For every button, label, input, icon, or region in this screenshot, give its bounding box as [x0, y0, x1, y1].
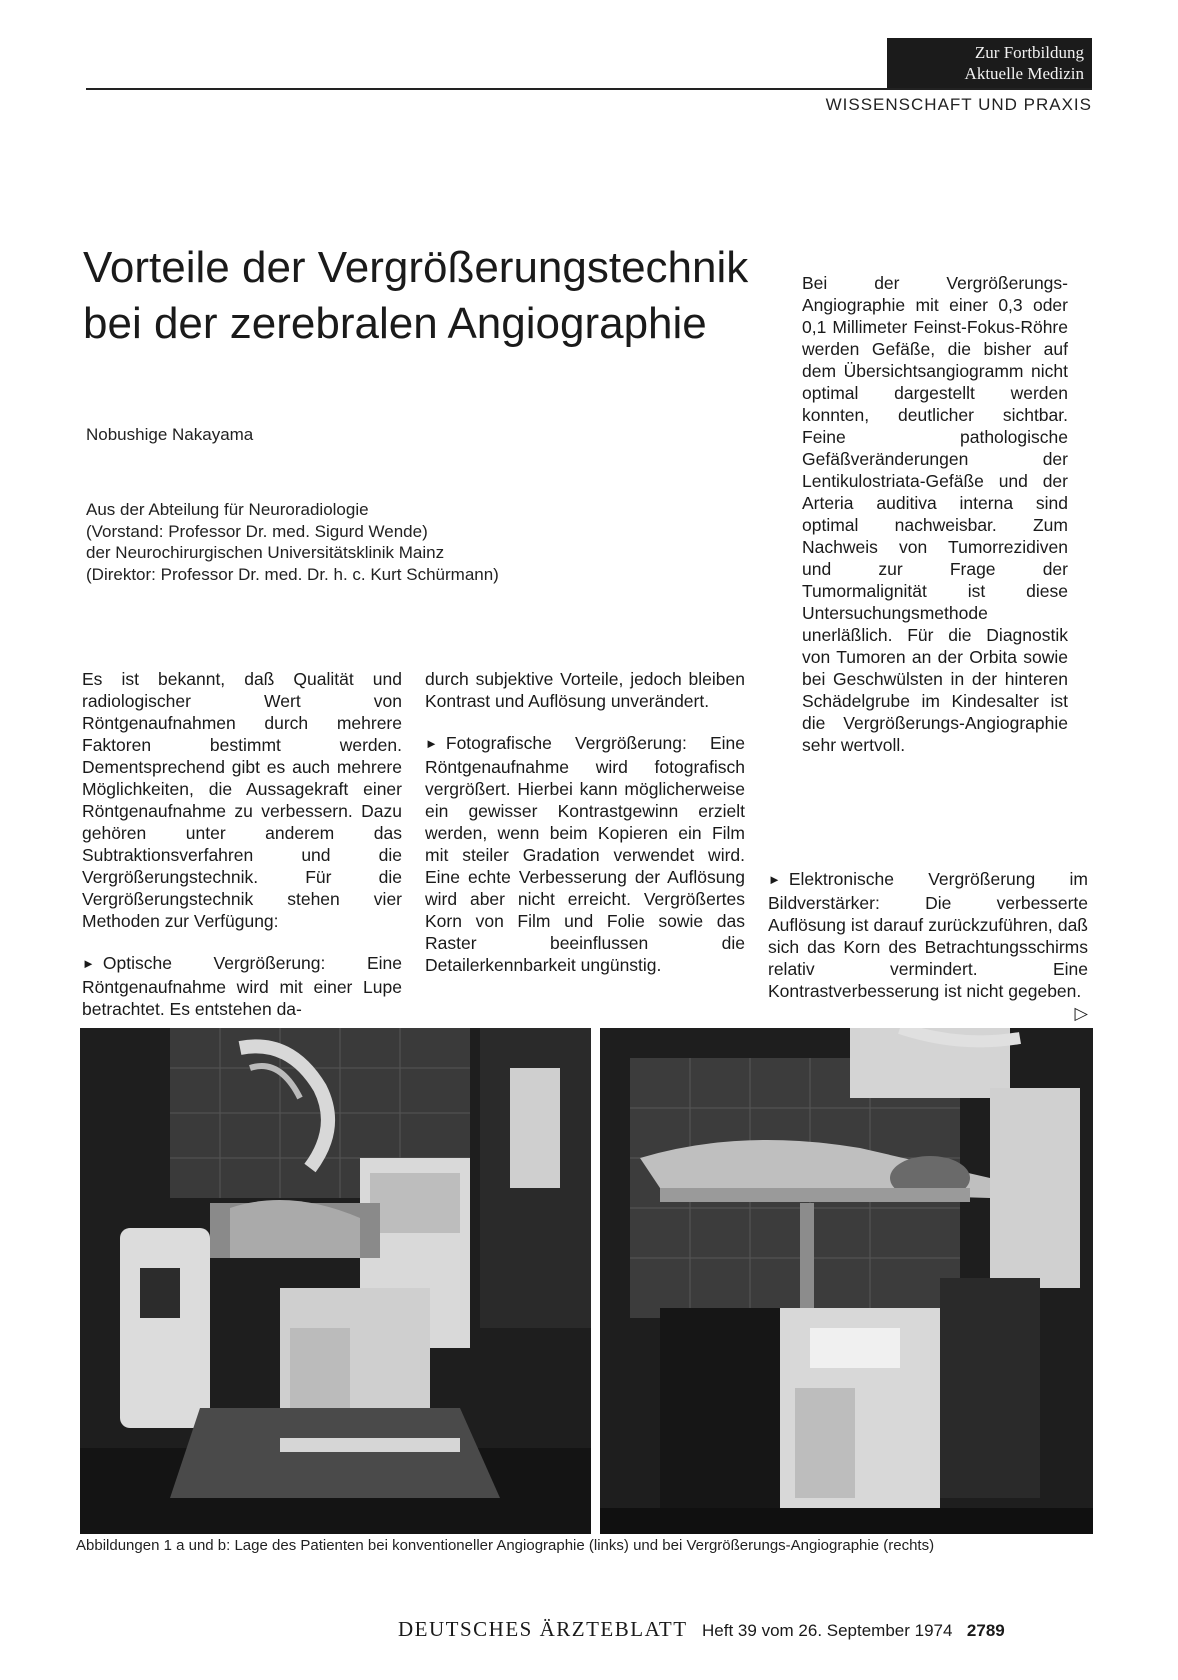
- paragraph-text: Optische Vergrößerung: Eine Röntgenaufnahme wird mit einer Lupe betrachtet. Es entstehen da-: [82, 953, 402, 1019]
- body-column-2: [425, 668, 745, 976]
- body-column-3: [768, 868, 1088, 1024]
- article-title: [83, 240, 783, 352]
- body-paragraph: [768, 868, 1088, 1023]
- affiliation-line: Aus der Abteilung für Neuroradiologie: [86, 500, 369, 519]
- affiliation-line: (Direktor: Professor Dr. med. Dr. h. c. Kurt Schürmann): [86, 564, 499, 584]
- figure-1a-photo: [80, 1028, 591, 1534]
- title-line-2: bei der zerebralen Angiographie: [83, 299, 707, 348]
- affiliation-line: (Vorstand: Professor Dr. med. Sigurd Wende): [86, 521, 428, 541]
- affiliation: [86, 499, 646, 585]
- body-paragraph: Es ist bekannt, daß Qualität und radiologischer Wert von Röntgenaufnahmen durch mehrere Faktoren bestimmt werden. Dementsprechend gibt es auch mehrere Möglichkeiten, die Aussagekraft einer Röntgenaufnahme zu verbessern. Dazu gehören unter anderem das Subtraktionsverfahren und die Vergrößerungstechnik. Für die Vergrößerungstechnik stehen vier Methoden zur Verfügung:: [82, 669, 402, 931]
- body-paragraph: [82, 952, 402, 1020]
- bullet-triangle-icon: ►: [82, 956, 95, 971]
- abstract: [802, 272, 1068, 756]
- category-badge: [887, 38, 1092, 88]
- figure-caption: Abbildungen 1 a und b: Lage des Patienten bei konventioneller Angiographie (links) und bei Vergrößerungs-Angiographie (rechts): [76, 1537, 935, 1554]
- body-column-1: [82, 668, 402, 1020]
- journal-name: DEUTSCHES ÄRZTEBLATT: [398, 1617, 688, 1641]
- issue-info: Heft 39 vom 26. September 1974: [702, 1621, 953, 1640]
- paragraph-text: Fotografische Vergrößerung: Eine Röntgenaufnahme wird fotografisch vergrößert. Hierbei kann möglicherweise ein gewisser Kontrastgewinn erzielt werden, wenn beim Kopieren ein Film mit steiler Gradation verwendet wird. Eine echte Verbesserung der Auflösung wird aber nicht erreicht. Vergrößertes Korn von Film und Folie sowie das Raster beeinflussen die Detailerkennbarkeit ungünstig.: [425, 733, 745, 975]
- header-rule: [86, 88, 1092, 90]
- title-line-1: Vorteile der Vergrößerungstechnik: [83, 243, 749, 292]
- affiliation-line: der Neurochirurgischen Universitätsklinik Mainz: [86, 543, 445, 562]
- bullet-triangle-icon: ►: [768, 872, 781, 887]
- body-paragraph: [425, 732, 745, 976]
- angiography-room-photo-right: [600, 1028, 1093, 1534]
- author-name: Nobushige Nakayama: [86, 425, 254, 444]
- badge-line-1: Zur Fortbildung: [974, 43, 1084, 62]
- abstract-text: Bei der Vergrößerungs-Angiographie mit einer 0,3 oder 0,1 Millimeter Feinst-Fokus-Röhre werden Gefäße, die bisher auf dem Übersichtsangiogramm nicht optimal dargestellt werden konnten, deutlicher sichtbar. Feine pathologische Gefäßveränderungen der Lentikulostriata-Gefäße und der Arteria auditiva interna sind optimal nachweisbar. Zum Nachweis von Tumorrezidiven und zur Frage der Tumormalignität ist diese Untersuchungsmethode unerläßlich. Für die Diagnostik von Tumoren an der Orbita sowie bei Geschwülsten in der hinteren Schädelgrube im Kindesalter ist die Vergrößerungs-Angiographie sehr wertvoll.: [802, 273, 1068, 755]
- bullet-triangle-icon: ►: [425, 736, 438, 751]
- angiography-room-photo-left: [80, 1028, 591, 1534]
- badge-line-2: Aktuelle Medizin: [964, 64, 1084, 83]
- page-footer: [398, 1617, 1078, 1642]
- page-number: 2789: [966, 1621, 1005, 1640]
- continue-arrow-icon: ▷: [1074, 1003, 1088, 1023]
- figure-1b-photo: [600, 1028, 1093, 1534]
- section-label: WISSENSCHAFT UND PRAXIS: [825, 95, 1092, 114]
- paragraph-text: Elektronische Vergrößerung im Bildverstärker: Die verbesserte Auflösung ist darauf zurückzuführen, daß sich das Korn des Betrachtungsschirms relativ vermindert. Eine Kontrastverbesserung ist nicht gegeben.: [768, 869, 1088, 1001]
- body-paragraph: durch subjektive Vorteile, jedoch bleiben Kontrast und Auflösung unverändert.: [425, 669, 745, 711]
